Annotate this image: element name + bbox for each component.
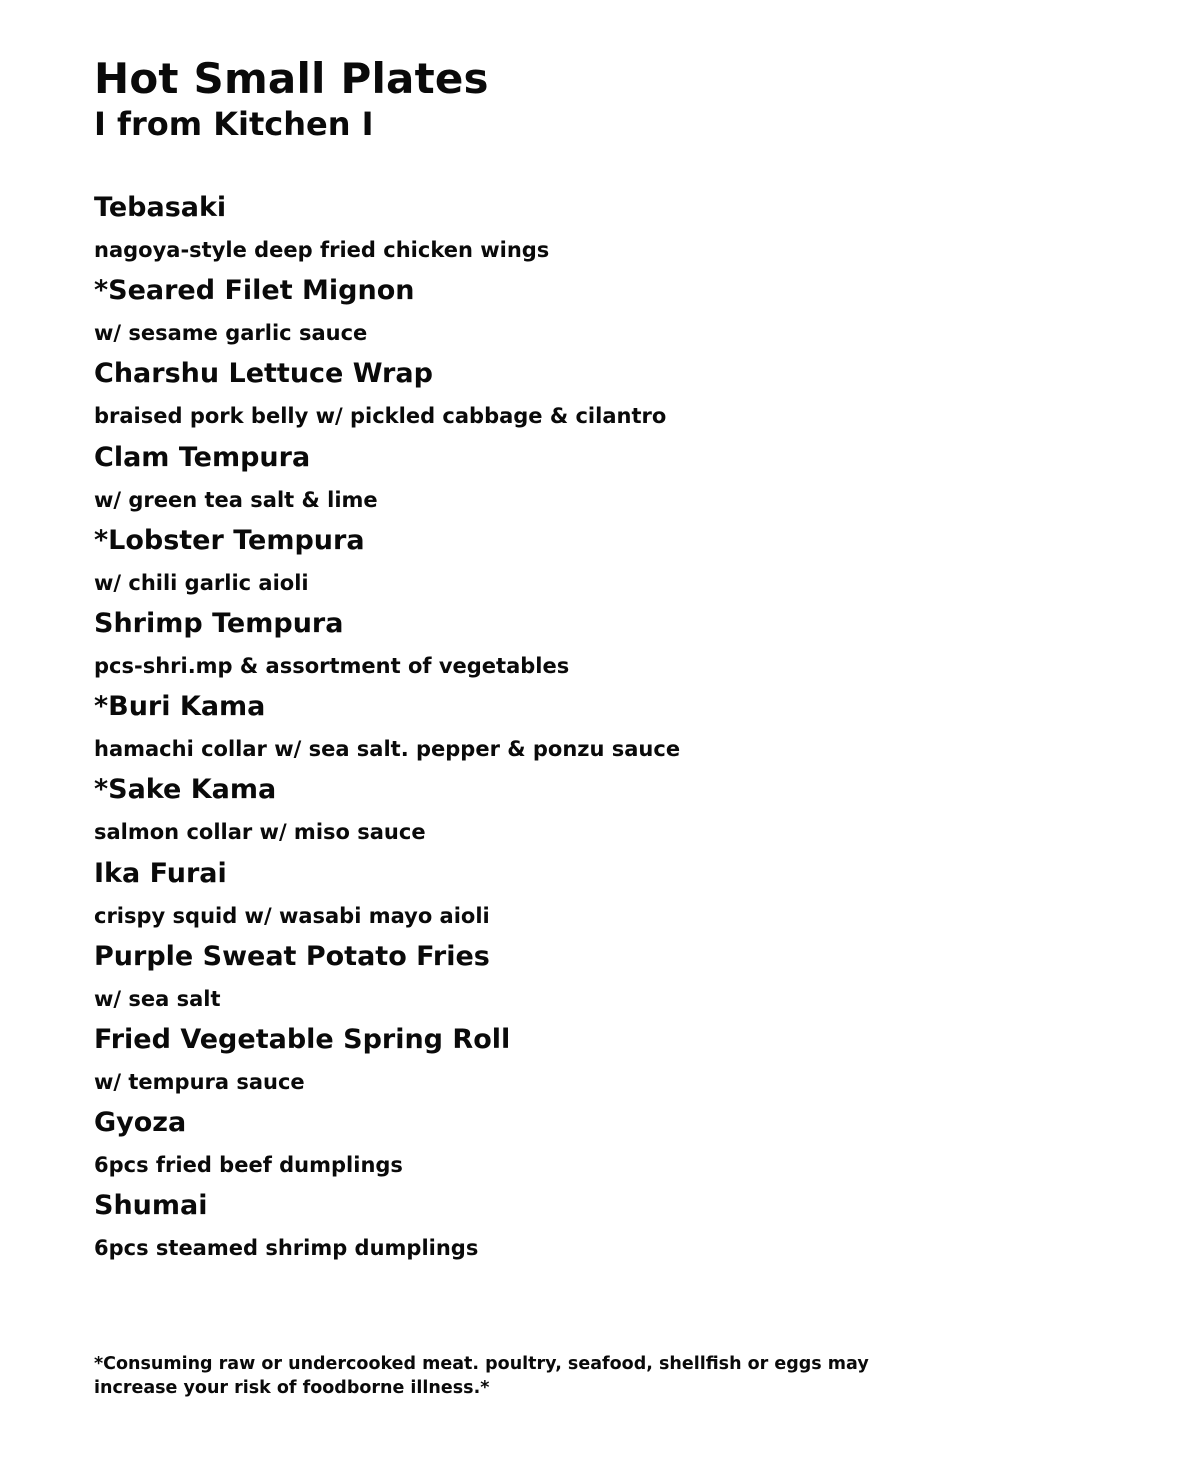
menu-item-name: Charshu Lettuce Wrap xyxy=(94,358,433,390)
menu-item-description: w/ sesame garlic sauce xyxy=(94,321,368,346)
menu-item-name: Shrimp Tempura xyxy=(94,607,344,639)
page-title: Hot Small Plates xyxy=(94,54,489,103)
menu-item-name: Purple Sweat Potato Fries xyxy=(94,940,490,972)
menu-item-name: Shumai xyxy=(94,1190,208,1222)
menu-item-description: crispy squid w/ wasabi mayo aioli xyxy=(94,903,490,928)
menu-item-name: Clam Tempura xyxy=(94,441,311,473)
menu-item-description: nagoya-style deep fried chicken wings xyxy=(94,238,550,262)
menu-item-description: w/ sea salt xyxy=(94,986,221,1011)
menu-item-description: 6pcs fried beef dumplings xyxy=(94,1153,403,1178)
menu-item-description: hamachi collar w/ sea salt. pepper & ponzu sauce xyxy=(94,737,681,762)
menu-item-name: *Sake Kama xyxy=(94,774,277,806)
menu-item-description: salmon collar w/ miso sauce xyxy=(94,820,426,845)
menu-item-name: Fried Vegetable Spring Roll xyxy=(94,1023,511,1055)
menu-item-name: Tebasaki xyxy=(94,192,227,223)
menu-item-description: 6pcs steamed shrimp dumplings xyxy=(94,1236,479,1261)
menu-item-name: *Lobster Tempura xyxy=(94,524,365,556)
food-safety-disclaimer: *Consuming raw or undercooked meat. poultry, seafood, shellfish or eggs may increase your risk of foodborne illness.* xyxy=(94,1354,869,1398)
menu-item-name: *Seared Filet Mignon xyxy=(94,275,415,307)
menu-item-name: *Buri Kama xyxy=(94,691,266,723)
menu-item-description: braised pork belly w/ pickled cabbage & cilantro xyxy=(94,404,667,429)
page-subtitle: I from Kitchen I xyxy=(94,105,374,143)
menu-item-name: Gyoza xyxy=(94,1107,187,1139)
menu-item-description: w/ green tea salt & lime xyxy=(94,487,378,512)
menu-item-description: w/ tempura sauce xyxy=(94,1069,305,1094)
menu-item-description: w/ chili garlic aioli xyxy=(94,570,309,595)
menu-item-name: Ika Furai xyxy=(94,857,227,889)
menu-item-description: pcs-shri.mp & assortment of vegetables xyxy=(94,653,570,678)
